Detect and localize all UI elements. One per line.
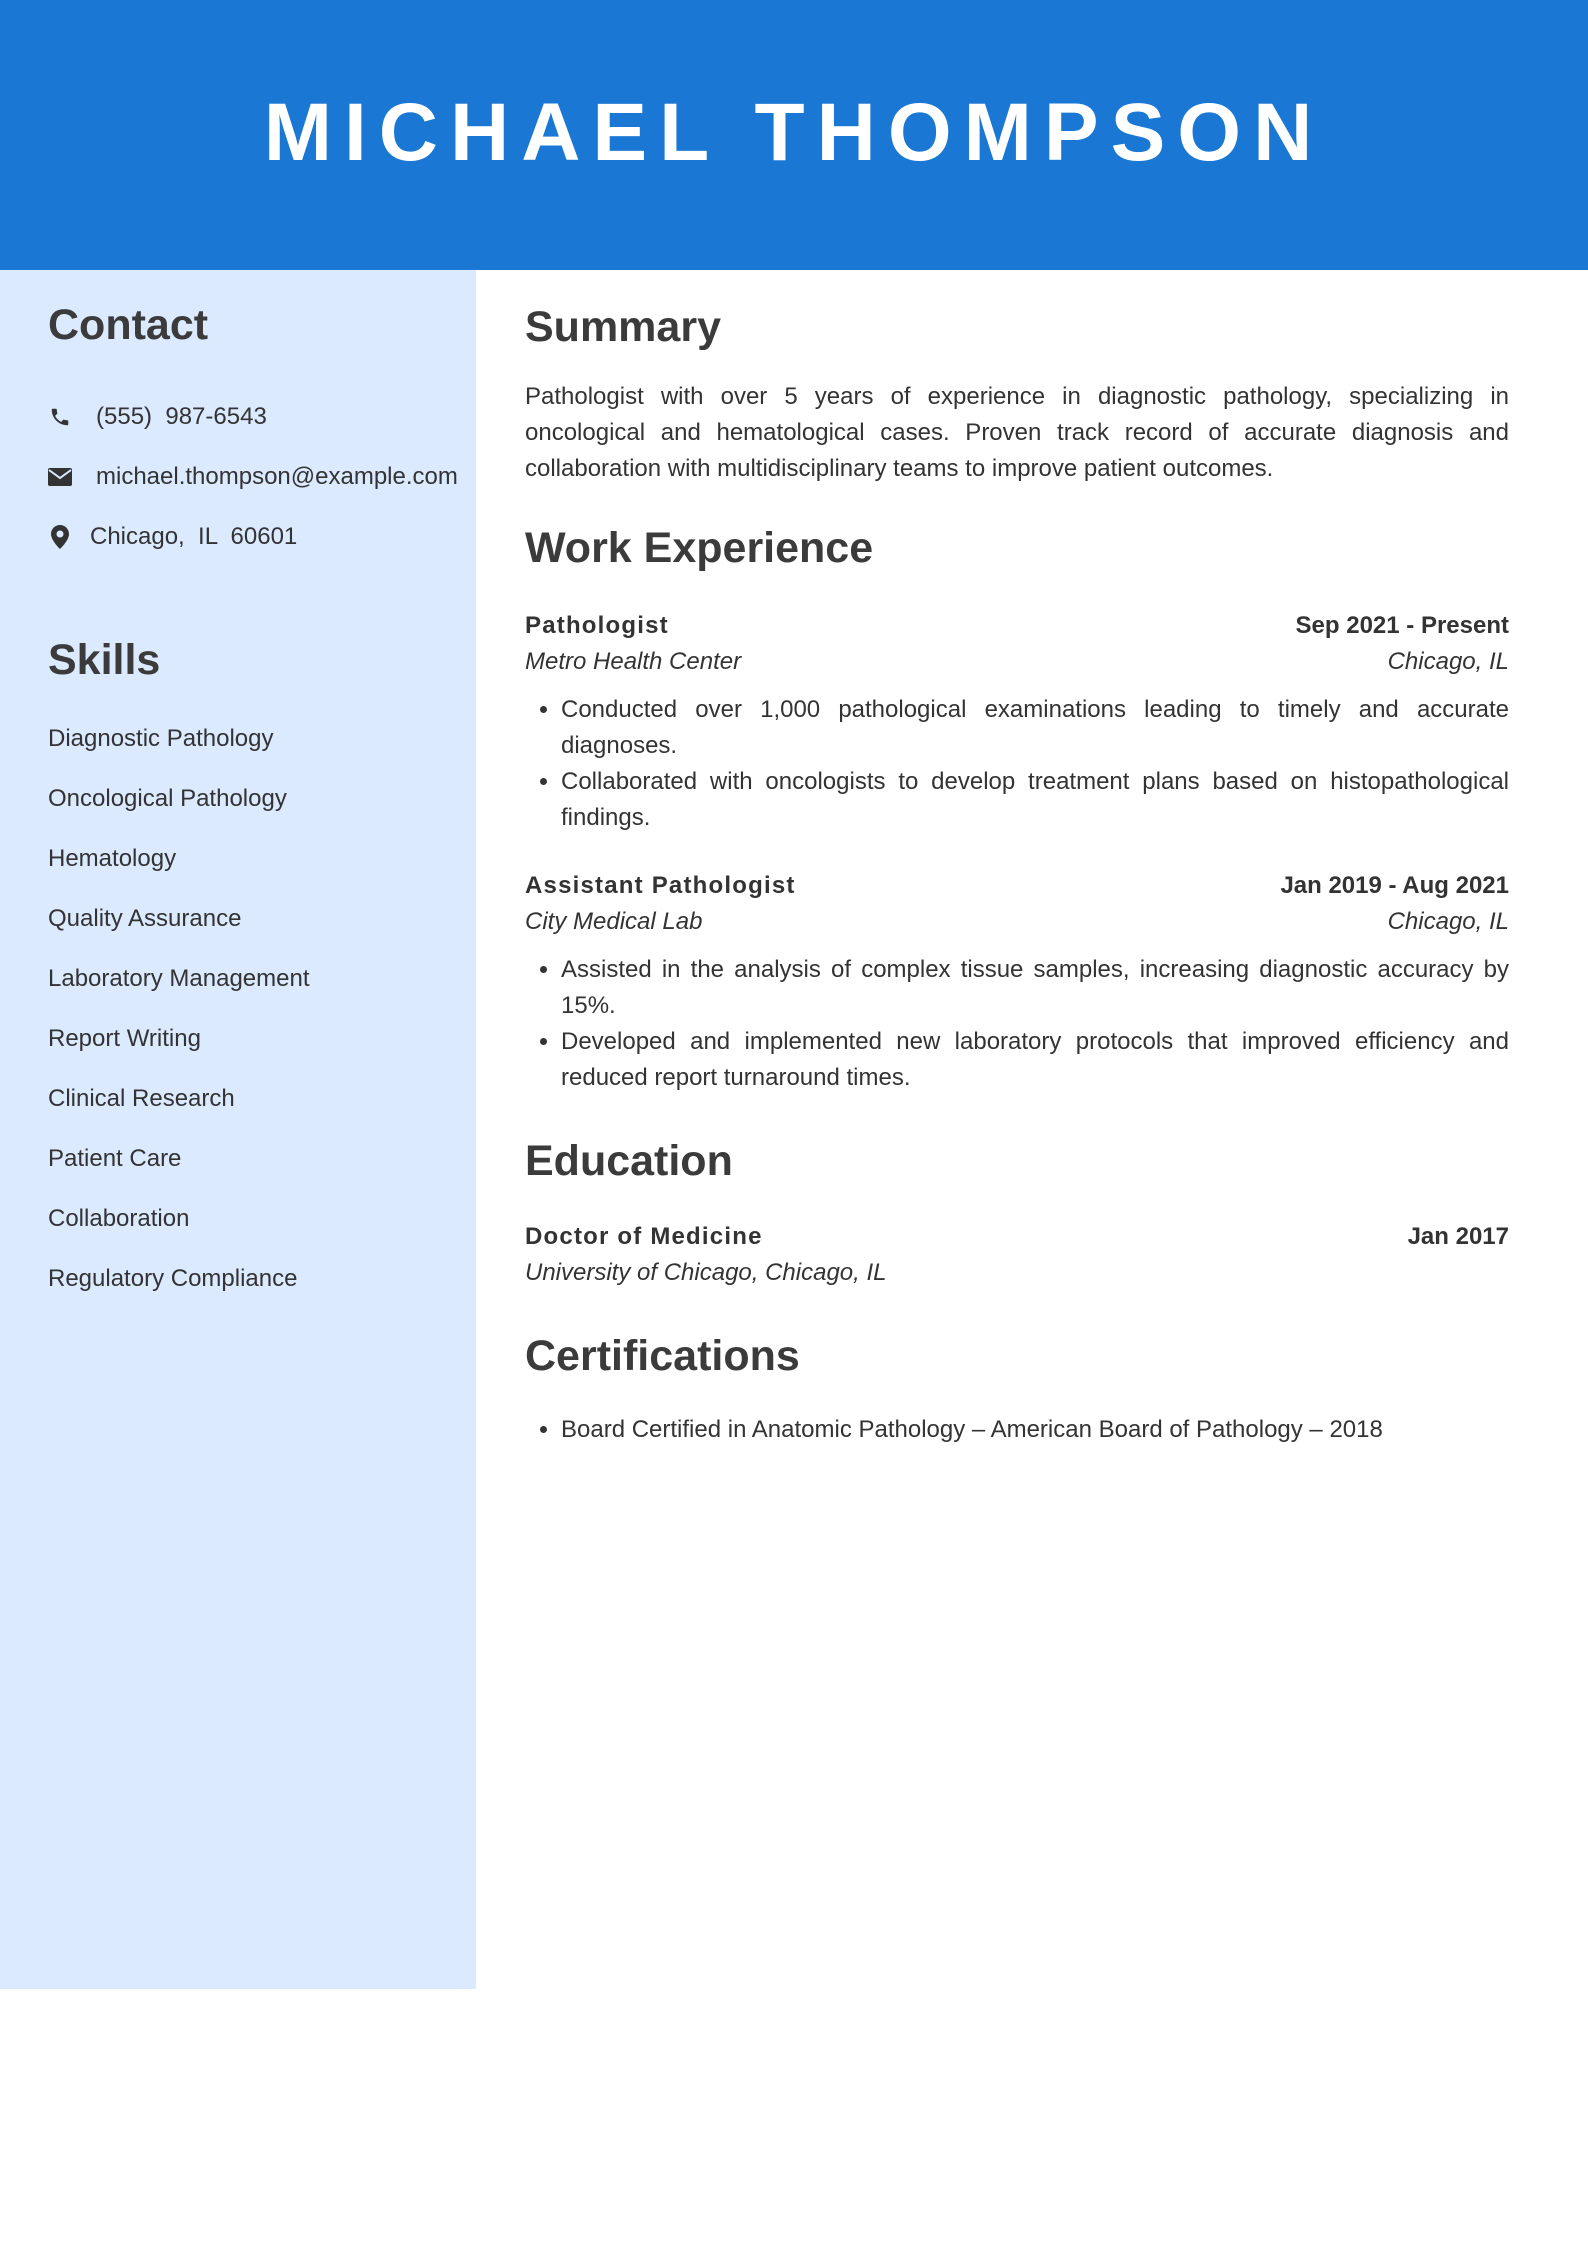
skills-title: Skills bbox=[48, 636, 161, 684]
job-bullet: • Assisted in the analysis of complex tissue samples, increasing diagnostic accuracy by 15%. bbox=[561, 952, 1509, 1024]
education-date: Jan 2017 bbox=[1407, 1223, 1509, 1250]
job-bullets bbox=[525, 952, 1509, 1096]
email-text: michael.thompson@example.com bbox=[96, 463, 458, 490]
education-entry bbox=[525, 1219, 1509, 1291]
contact-title: Contact bbox=[48, 301, 209, 349]
job-dates: Sep 2021 - Present bbox=[1295, 612, 1509, 639]
skills-list bbox=[48, 709, 476, 1309]
job-location: Chicago, IL bbox=[1387, 648, 1509, 675]
certifications-title: Certifications bbox=[525, 1332, 800, 1380]
job-entry bbox=[525, 608, 1509, 836]
job-organization: City Medical Lab bbox=[525, 908, 703, 935]
envelope-icon bbox=[48, 465, 72, 489]
skill-item: Clinical Research bbox=[48, 1085, 235, 1112]
certifications-list bbox=[525, 1412, 1509, 1448]
phone-text: (555) 987-6543 bbox=[96, 403, 267, 430]
degree: Doctor of Medicine bbox=[525, 1223, 763, 1250]
job-role: Pathologist bbox=[525, 612, 669, 639]
sidebar bbox=[0, 270, 476, 1989]
skill-item: Diagnostic Pathology bbox=[48, 725, 274, 752]
skill-item: Hematology bbox=[48, 845, 177, 872]
education-title: Education bbox=[525, 1137, 733, 1185]
map-pin-icon bbox=[48, 525, 72, 549]
main-content bbox=[525, 270, 1509, 1448]
summary-title: Summary bbox=[525, 303, 721, 351]
resume-header bbox=[0, 0, 1588, 270]
school: University of Chicago, Chicago, IL bbox=[525, 1259, 887, 1286]
job-bullet: • Conducted over 1,000 pathological examinations leading to timely and accurate diagnoses. bbox=[561, 692, 1509, 764]
skill-item: Patient Care bbox=[48, 1145, 182, 1172]
job-location: Chicago, IL bbox=[1387, 908, 1509, 935]
job-bullet: • Developed and implemented new laboratory protocols that improved efficiency and reduced report turnaround times. bbox=[561, 1024, 1509, 1096]
job-organization: Metro Health Center bbox=[525, 648, 742, 675]
job-dates: Jan 2019 - Aug 2021 bbox=[1280, 872, 1509, 899]
candidate-name: MICHAEL THOMPSON bbox=[263, 86, 1325, 178]
skill-item: Oncological Pathology bbox=[48, 785, 287, 812]
contact-list bbox=[48, 387, 476, 567]
job-entry bbox=[525, 868, 1509, 1096]
job-bullets bbox=[525, 692, 1509, 836]
work-experience-title: Work Experience bbox=[525, 524, 874, 572]
certification-item: • Board Certified in Anatomic Pathology – American Board of Pathology – 2018 bbox=[561, 1412, 1509, 1448]
skill-item: Laboratory Management bbox=[48, 965, 310, 992]
phone-icon bbox=[48, 405, 72, 429]
job-role: Assistant Pathologist bbox=[525, 872, 796, 899]
skill-item: Report Writing bbox=[48, 1025, 201, 1052]
contact-phone bbox=[48, 387, 476, 447]
skill-item: Regulatory Compliance bbox=[48, 1265, 298, 1292]
skill-item: Quality Assurance bbox=[48, 905, 242, 932]
job-bullet: • Collaborated with oncologists to develop treatment plans based on histopathological findings. bbox=[561, 764, 1509, 836]
skill-item: Collaboration bbox=[48, 1205, 190, 1232]
location-text: Chicago, IL 60601 bbox=[90, 523, 298, 550]
contact-email bbox=[48, 447, 476, 507]
summary-text: Pathologist with over 5 years of experience in diagnostic pathology, specializing in oncological and hematological cases. Proven track record of accurate diagnosis and collaboration with multidisciplinary teams to improve patient outcomes. bbox=[525, 383, 1509, 482]
contact-location bbox=[48, 507, 476, 567]
